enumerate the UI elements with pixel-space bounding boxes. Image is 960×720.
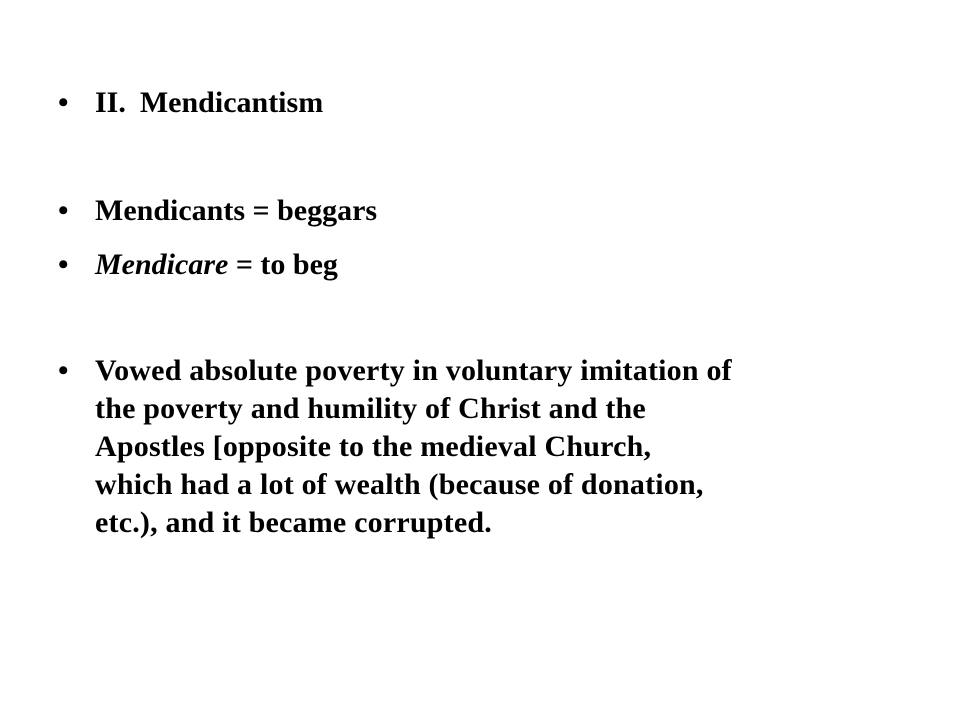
latin-definition: = to beg [228, 248, 338, 281]
section-number: II. [95, 86, 126, 119]
definition-text: Mendicants = beggars [95, 194, 378, 227]
bullet-item-definition [58, 192, 898, 230]
latin-term: Mendicare [95, 248, 229, 281]
description-line: which had a lot of wealth (because of donation, [95, 468, 704, 501]
description-paragraph [95, 352, 898, 542]
description-line: the poverty and humility of Christ and the [95, 392, 646, 425]
bullet-icon: • [58, 354, 69, 387]
bullet-icon: • [58, 194, 69, 227]
bullet-item-description [58, 352, 898, 542]
heading-text [95, 84, 898, 122]
bullet-item-latin-term [58, 246, 898, 284]
description-line: etc.), and it became corrupted. [95, 506, 492, 539]
latin-term-text [95, 246, 898, 284]
section-title: Mendicantism [139, 86, 324, 119]
bullet-icon: • [58, 86, 69, 119]
bullet-icon: • [58, 248, 69, 281]
description-line: Apostles [opposite to the medieval Church, [95, 430, 652, 463]
bullet-item-heading [58, 84, 898, 122]
description-line: Vowed absolute poverty in voluntary imitation of [95, 354, 732, 387]
